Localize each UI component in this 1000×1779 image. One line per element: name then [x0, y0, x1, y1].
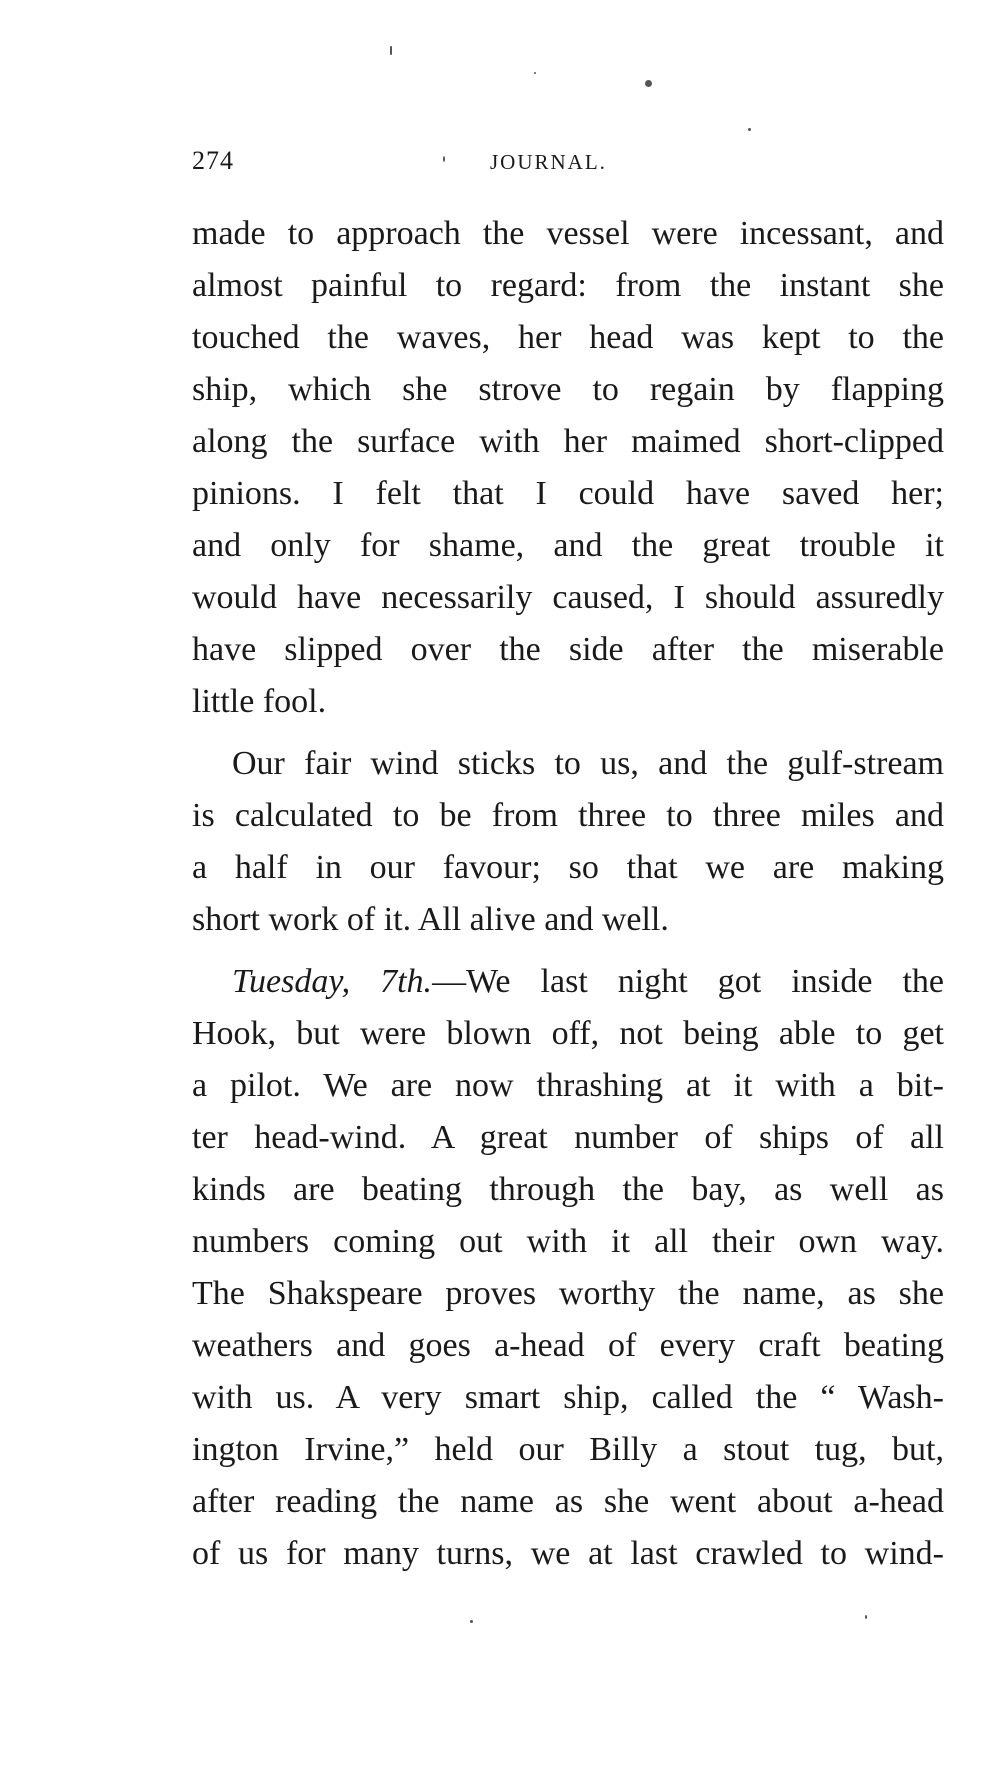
journal-date: Tuesday, 7th. [232, 963, 433, 1000]
text-line: ter head-wind. A great number of ships of all [192, 1119, 944, 1156]
text-line: with us. A very smart ship, called the “ Wash- [192, 1379, 944, 1416]
text-line: have slipped over the side after the miserable [192, 631, 944, 668]
paragraph-1 [192, 208, 944, 728]
text-line: a pilot. We are now thrashing at it with a bit- [192, 1067, 944, 1104]
text-line: is calculated to be from three to three miles and [192, 797, 944, 834]
page-header [192, 146, 944, 186]
text-line: along the surface with her maimed short-clipped [192, 423, 944, 460]
text-line: short work of it. All alive and well. [192, 901, 669, 938]
scan-speck [390, 46, 392, 55]
text-line: weathers and goes a-head of every craft beating [192, 1327, 944, 1364]
scan-speck [534, 72, 536, 74]
scan-speck [748, 128, 751, 131]
text-line: The Shakspeare proves worthy the name, as she [192, 1275, 944, 1312]
body-text [192, 208, 944, 1590]
text-line: kinds are beating through the bay, as well as [192, 1171, 944, 1208]
text-line: almost painful to regard: from the instant she [192, 267, 944, 304]
text-line: of us for many turns, we at last crawled to wind- [192, 1535, 944, 1572]
running-title: JOURNAL. [490, 150, 607, 174]
scan-speck [865, 1615, 867, 1619]
text-line: ship, which she strove to regain by flapping [192, 371, 944, 408]
text-line: made to approach the vessel were incessant, and [192, 215, 944, 252]
text-line: Hook, but were blown off, not being able to get [192, 1015, 944, 1052]
text-line: would have necessarily caused, I should assuredly [192, 579, 944, 616]
page-number: 274 [192, 146, 234, 175]
text-line: Our fair wind sticks to us, and the gulf-stream [232, 745, 944, 782]
text-line [192, 956, 944, 1008]
text-line: touched the waves, her head was kept to the [192, 319, 944, 356]
paragraph-2 [192, 738, 944, 946]
text-line: little fool. [192, 683, 327, 720]
text-line: and only for shame, and the great trouble it [192, 527, 944, 564]
text-run: —We last night got inside the [432, 963, 944, 1000]
scan-speck [645, 80, 652, 87]
text-line: after reading the name as she went about a-head [192, 1483, 944, 1520]
text-line: pinions. I felt that I could have saved her; [192, 475, 944, 512]
text-line: numbers coming out with it all their own way. [192, 1223, 944, 1260]
scan-speck [470, 1620, 473, 1623]
paragraph-3 [192, 956, 944, 1580]
text-line: a half in our favour; so that we are making [192, 849, 944, 886]
text-line: ington Irvine,” held our Billy a stout tug, but, [192, 1431, 944, 1468]
